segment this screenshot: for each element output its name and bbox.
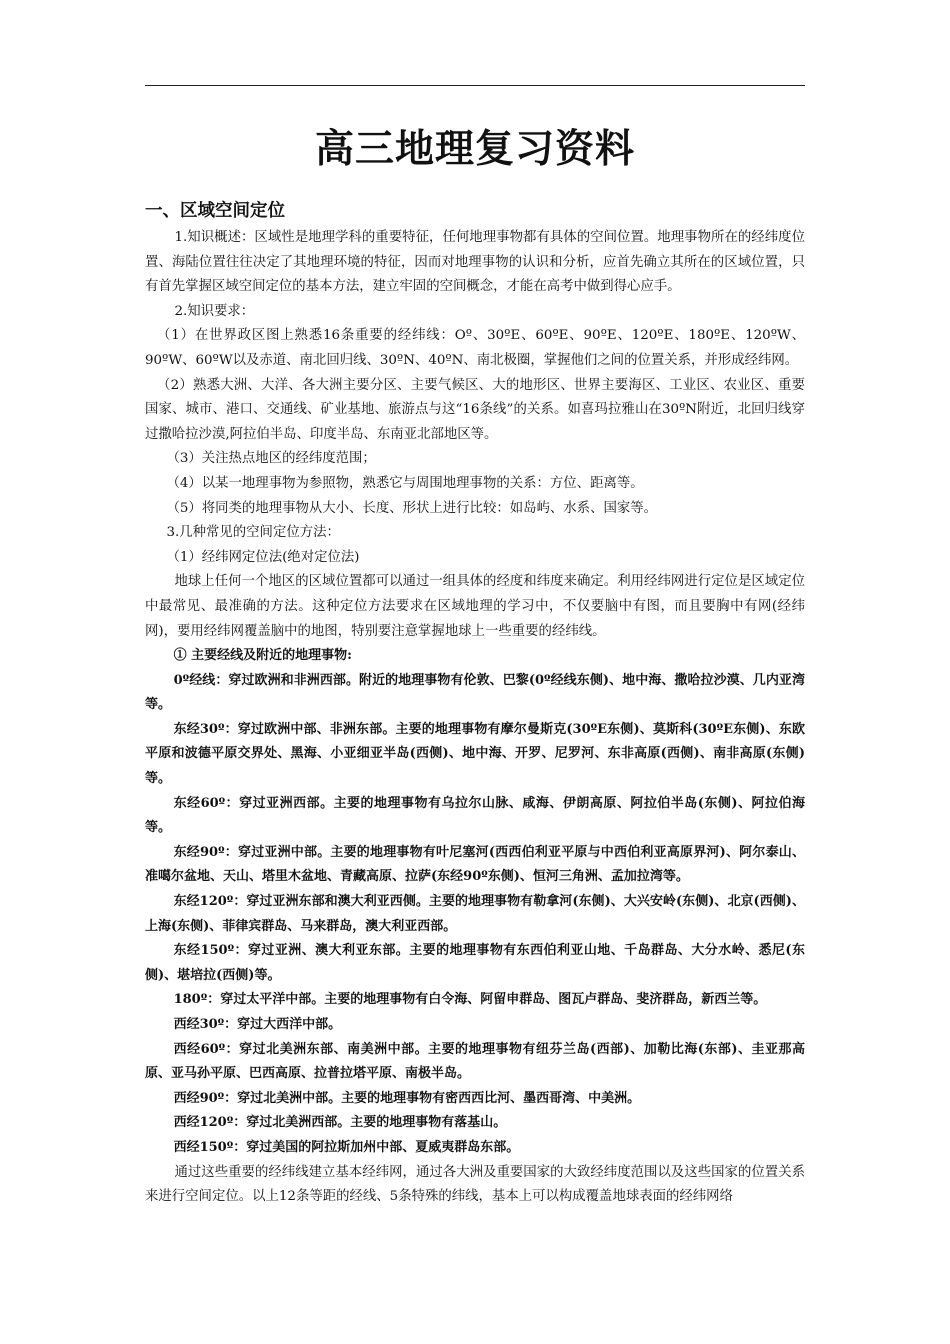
paragraph-meridian-150w: 西经150º：穿过美国的阿拉斯加州中部、夏威夷群岛东部。	[173, 1139, 520, 1155]
paragraph-meridian-90e: 东经90º：穿过亚洲中部。主要的地理事物有叶尼塞河(西西伯利亚平原与中西伯利亚高原界河)、阿尔泰山、准噶尔盆地、天山、塔里木盆地、青藏高原、拉萨(东经90º东侧)、恒河三角洲、孟加拉湾等。	[145, 844, 805, 885]
paragraph-method-1-body: 地球上任何一个地区的区域位置都可以通过一组具体的经度和纬度来确定。利用经纬网进行定位是区域定位中最常见、最准确的方法。这种定位方法要求在区域地理的学习中，不仅要脑中有图，而且要胸中有网(经纬网)，要用经纬网覆盖脑中的地图，特别要注意掌握地球上一些重要的经纬线。	[145, 574, 805, 639]
paragraph-requirement-2: （2）熟悉大洲、大洋、各大洲主要分区、主要气候区、大的地形区、世界主要海区、工业区、农业区、重要国家、城市、港口、交通线、矿业基地、旅游点与这“16条线”的关系。如喜玛拉雅山在30ºN附近，北回归线穿过撒哈拉沙漠,阿拉伯半岛、印度半岛、东南亚北部地区等。	[145, 377, 805, 442]
paragraph-summary: 通过这些重要的经纬线建立基本经纬网，通过各大洲及重要国家的大致经纬度范围以及这些国家的位置关系来进行空间定位。以上12条等距的经线、5条特殊的纬线，基本上可以构成覆盖地球表面的经纬网络	[145, 1164, 805, 1205]
document-title: 高三地理复习资料	[314, 127, 635, 172]
paragraph-meridian-120w: 西经120º：穿过北美洲西部。主要的地理事物有落基山。	[173, 1115, 507, 1131]
header-rule	[145, 85, 805, 86]
paragraph-meridian-60w: 西经60º：穿过北美洲东部、南美洲中部。主要的地理事物有纽芬兰岛(西部)、加勒比海(东部)、圭亚那高原、亚马孙平原、巴西高原、拉普拉塔平原、南极半岛。	[145, 1041, 805, 1082]
paragraph-meridian-90w: 西经90º：穿过北美洲中部。主要的地理事物有密西西比河、墨西哥湾、中美洲。	[173, 1090, 641, 1106]
paragraph-meridians-heading: ① 主要经线及附近的地理事物:	[173, 648, 352, 664]
paragraph-requirements-heading: 2.知识要求：	[174, 303, 255, 319]
paragraph-requirement-1: （1）在世界政区图上熟悉16条重要的经纬线：Oº、30ºE、60ºE、90ºE、120ºE、180ºE、120ºW、90ºW、60ºW以及赤道、南北回归线、30ºN、40ºN、南北极圈，掌握他们之间的位置关系，并形成经纬网。	[145, 328, 805, 368]
paragraph-overview: 1.知识概述：区域性是地理学科的重要特征，任何地理事物都有具体的空间位置。地理事物所在的经纬度位置、海陆位置往往决定了其地理环境的特征，因而对地理事物的认识和分析，应首先确立其所在的区域位置，只有首先掌握区域空间定位的基本方法，建立牢固的空间概念，才能在高考中做到得心应手。	[145, 230, 805, 295]
paragraph-meridian-30e: 东经30º：穿过欧洲中部、非洲东部。主要的地理事物有摩尔曼斯克(30ºE东侧)、莫斯科(30ºE东侧)、东欧平原和波德平原交界处、黑海、小亚细亚半岛(西侧)、地中海、开罗、尼罗河、东非高原(西侧)、南非高原(东侧)等。	[145, 721, 805, 787]
paragraph-requirement-3: （3）关注热点地区的经纬度范围；	[166, 451, 376, 467]
section-heading: 一、区域空间定位	[145, 201, 285, 221]
paragraph-requirement-4: （4）以某一地理事物为参照物，熟悉它与周围地理事物的关系：方位、距离等。	[166, 475, 644, 491]
paragraph-meridian-120e: 东经120º：穿过亚洲东部和澳大利亚西侧。主要的地理事物有勒拿河(东侧)、大兴安岭(东侧)、北京(西侧)、上海(东侧)、菲律宾群岛、马来群岛，澳大利亚西部。	[145, 894, 805, 934]
paragraph-method-1: （1）经纬网定位法(绝对定位法)	[166, 549, 360, 565]
paragraph-meridian-60e: 东经60º：穿过亚洲西部。主要的地理事物有乌拉尔山脉、咸海、伊朗高原、阿拉伯半岛(东侧)、阿拉伯海等。	[145, 795, 805, 836]
paragraph-meridian-30w: 西经30º：穿过大西洋中部。	[173, 1017, 342, 1032]
paragraph-methods-heading: 3.几种常见的空间定位方法：	[166, 525, 340, 541]
section-body	[145, 226, 805, 1210]
paragraph-meridian-180: 180º：穿过太平洋中部。主要的地理事物有白令海、阿留申群岛、图瓦卢群岛、斐济群岛，新西兰等。	[173, 992, 767, 1008]
paragraph-meridian-0: 0º经线：穿过欧洲和非洲西部。附近的地理事物有伦敦、巴黎(0º经线东侧)、地中海、撒哈拉沙漠、几内亚湾等。	[145, 672, 805, 713]
paragraph-requirement-5: （5）将同类的地理事物从大小、长度、形状上进行比较：如岛屿、水系、国家等。	[166, 500, 658, 516]
paragraph-meridian-150e: 东经150º：穿过亚洲、澳大利亚东部。主要的地理事物有东西伯利亚山地、千岛群岛、大分水岭、悉尼(东侧)、堪培拉(西侧)等。	[145, 943, 805, 983]
